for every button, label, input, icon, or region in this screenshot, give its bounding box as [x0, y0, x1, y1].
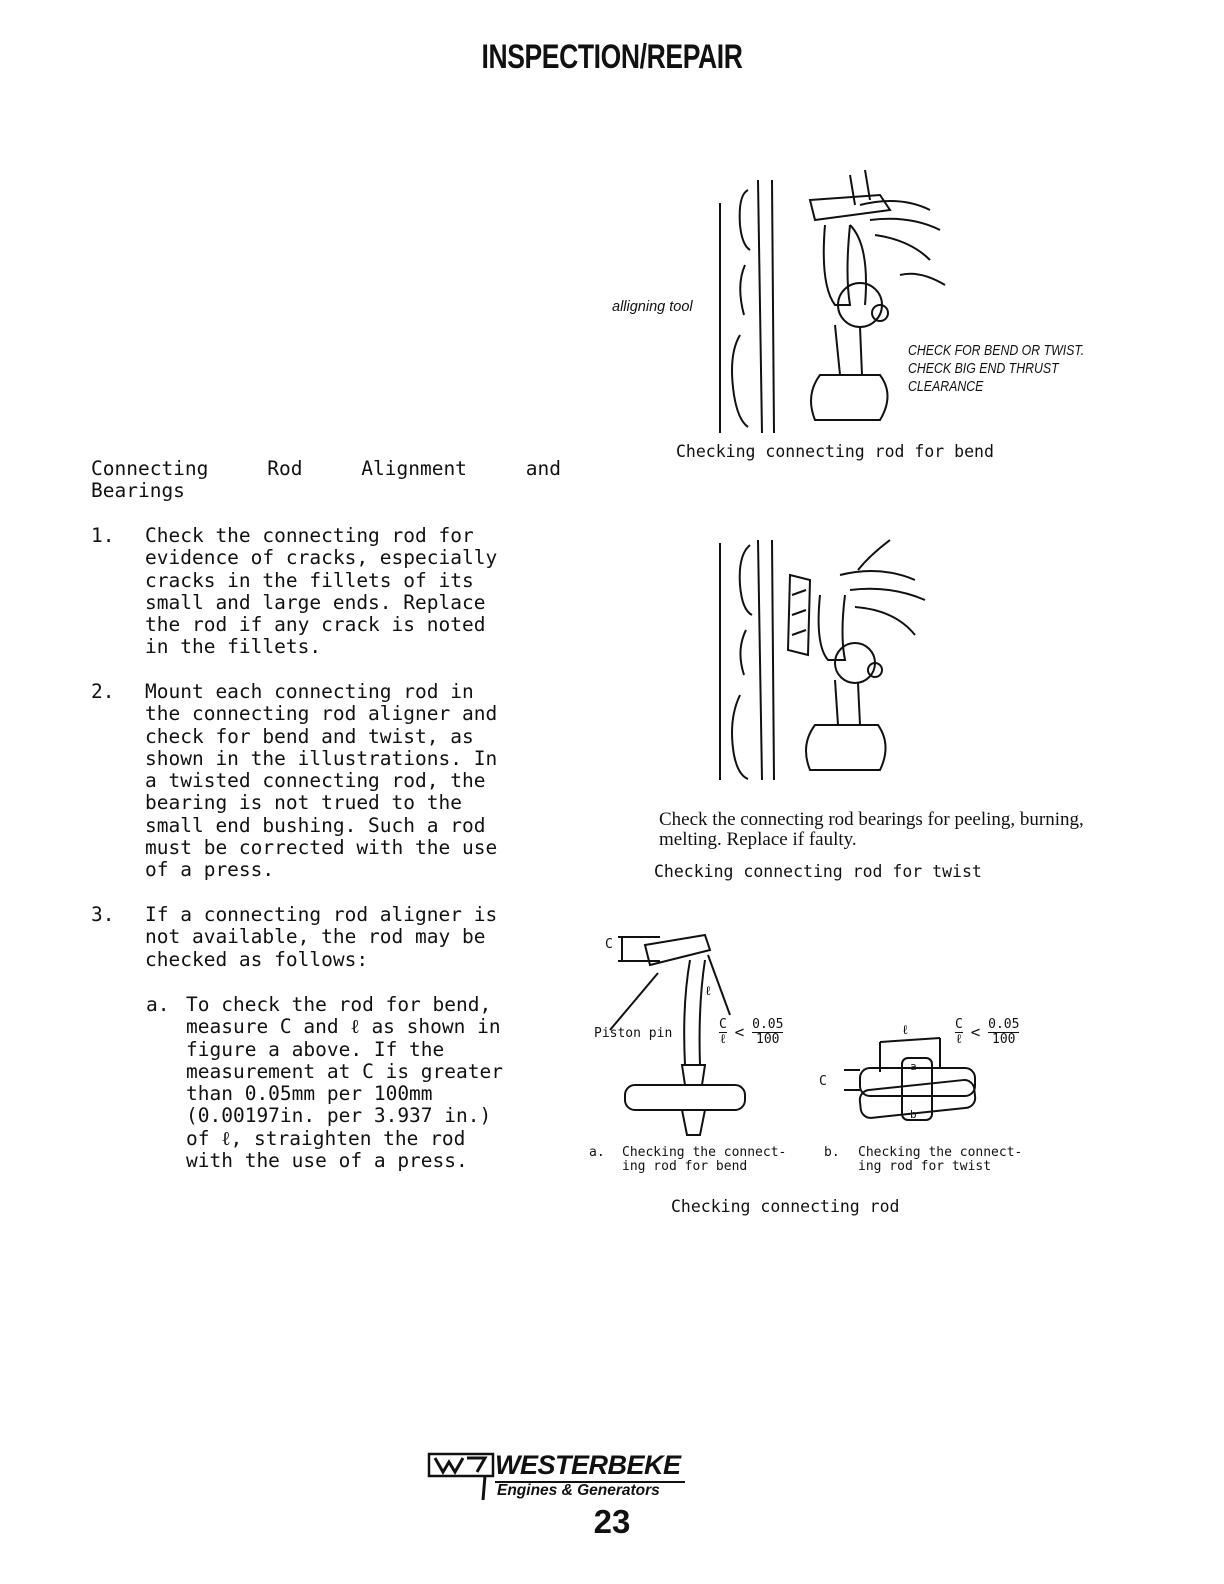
text-line: than 0.05mm per 100mm	[186, 1082, 433, 1106]
text-line: Mount each connecting rod in	[145, 680, 474, 703]
ratio-denominator: ℓ	[719, 1032, 727, 1047]
section-heading	[91, 458, 561, 503]
figure-rod-twist-illustration	[700, 535, 950, 785]
heading-word: Rod	[267, 457, 303, 480]
heading-word: Alignment	[361, 457, 467, 480]
text-line: small end bushing. Such a rod	[145, 813, 486, 837]
ratio-denominator: ℓ	[955, 1032, 963, 1047]
step-number: 2.	[91, 680, 115, 703]
step-text	[145, 525, 559, 659]
substep-text	[186, 994, 559, 1172]
ratio-operator: <	[970, 1022, 981, 1042]
subcaption-line: Checking the connect-	[858, 1145, 1023, 1160]
step-text	[145, 904, 559, 971]
text-line: not available, the rod may be	[145, 925, 486, 949]
text-line: checked as follows:	[145, 947, 369, 971]
page-title: INSPECTION/REPAIR	[481, 38, 743, 76]
ratio-operator: <	[734, 1022, 745, 1042]
aligning-tool-label: alligning tool	[612, 299, 693, 315]
ratio-value-denominator: 100	[756, 1032, 780, 1047]
text-line: check for bend and twist, as	[145, 724, 474, 748]
text-line: with the use of a press.	[186, 1149, 468, 1173]
figure-caption-bend: Checking connecting rod for bend	[676, 442, 994, 461]
piston-pin-label: Piston pin	[594, 1026, 673, 1041]
text-line: measure C and ℓ as shown in	[186, 1015, 501, 1039]
text-line: cracks in the fillets of its	[145, 568, 474, 592]
text-line: measurement at C is greater	[186, 1059, 503, 1083]
l-label-b: ℓ	[902, 1023, 909, 1038]
text-line: in the fillets.	[145, 635, 322, 659]
subcaption-a	[622, 1146, 786, 1174]
page-number: 23	[593, 1503, 631, 1540]
subcaption-b-letter: b.	[824, 1145, 840, 1160]
figure-caption-twist: Checking connecting rod for twist	[654, 862, 982, 881]
text-line: shown in the illustrations. In	[145, 746, 498, 770]
heading-word: and	[525, 457, 561, 480]
step-number: 3.	[91, 903, 115, 926]
text-line: small and large ends. Replace	[145, 590, 486, 614]
text-line: of a press.	[145, 858, 275, 882]
logo-brand: WESTERBEKE	[495, 1450, 685, 1483]
text-line: the rod if any crack is noted	[145, 613, 486, 637]
text-line: must be corrected with the use	[145, 836, 498, 860]
text-line: of ℓ, straighten the rod	[186, 1126, 466, 1150]
ratio-value-denominator: 100	[992, 1032, 1016, 1047]
step-number: 1.	[91, 524, 115, 547]
heading-line-2: Bearings	[91, 479, 185, 503]
part-a-label: a	[910, 1060, 917, 1073]
subcaption-line: ing rod for bend	[622, 1159, 748, 1174]
substep-letter: a.	[146, 993, 170, 1016]
ratio-formula-a	[719, 1018, 783, 1047]
subcaption-line: Checking the connect-	[622, 1145, 787, 1160]
check-callout	[908, 342, 1084, 396]
callout-line: CHECK BIG END THRUST	[908, 361, 1059, 377]
text-line: bearing is not trued to the	[145, 791, 462, 815]
ratio-formula-b	[955, 1018, 1019, 1047]
callout-line: CHECK FOR BEND OR TWIST.	[908, 343, 1085, 359]
text-line: a twisted connecting rod, the	[145, 769, 486, 793]
subcaption-a-letter: a.	[589, 1145, 605, 1160]
text-line: figure a above. If the	[186, 1037, 445, 1061]
ratio-value-numerator: 0.05	[752, 1017, 784, 1032]
ratio-numerator: C	[955, 1017, 963, 1032]
text-line: If a connecting rod aligner is	[145, 903, 498, 926]
text-line: (0.00197in. per 3.937 in.)	[186, 1104, 492, 1128]
text-line: To check the rod for bend,	[186, 993, 492, 1016]
l-label-a: ℓ	[705, 984, 712, 999]
text-line: the connecting rod aligner and	[145, 702, 498, 726]
westerbeke-logo	[427, 1452, 727, 1504]
subcaption-line: ing rod for twist	[858, 1159, 992, 1174]
c-label-a: C	[605, 937, 613, 952]
logo-tagline: Engines & Generators	[497, 1482, 660, 1499]
c-label-b: C	[819, 1074, 827, 1089]
heading-word: Connecting	[91, 457, 209, 480]
part-b-label: b	[910, 1108, 917, 1121]
bearing-note	[659, 810, 1099, 850]
subcaption-b	[858, 1146, 1022, 1174]
note-line: melting. Replace if faulty.	[659, 829, 857, 850]
ratio-numerator: C	[719, 1017, 727, 1032]
ratio-value-numerator: 0.05	[988, 1017, 1020, 1032]
figure-caption-checking-rod: Checking connecting rod	[671, 1197, 900, 1216]
note-line: Check the connecting rod bearings for peeling, burning,	[659, 809, 1084, 830]
step-text	[145, 681, 559, 882]
text-line: evidence of cracks, especially	[145, 546, 498, 570]
callout-line: CLEARANCE	[908, 379, 984, 395]
text-line: Check the connecting rod for	[145, 524, 474, 547]
logo-mark-icon	[427, 1452, 497, 1502]
